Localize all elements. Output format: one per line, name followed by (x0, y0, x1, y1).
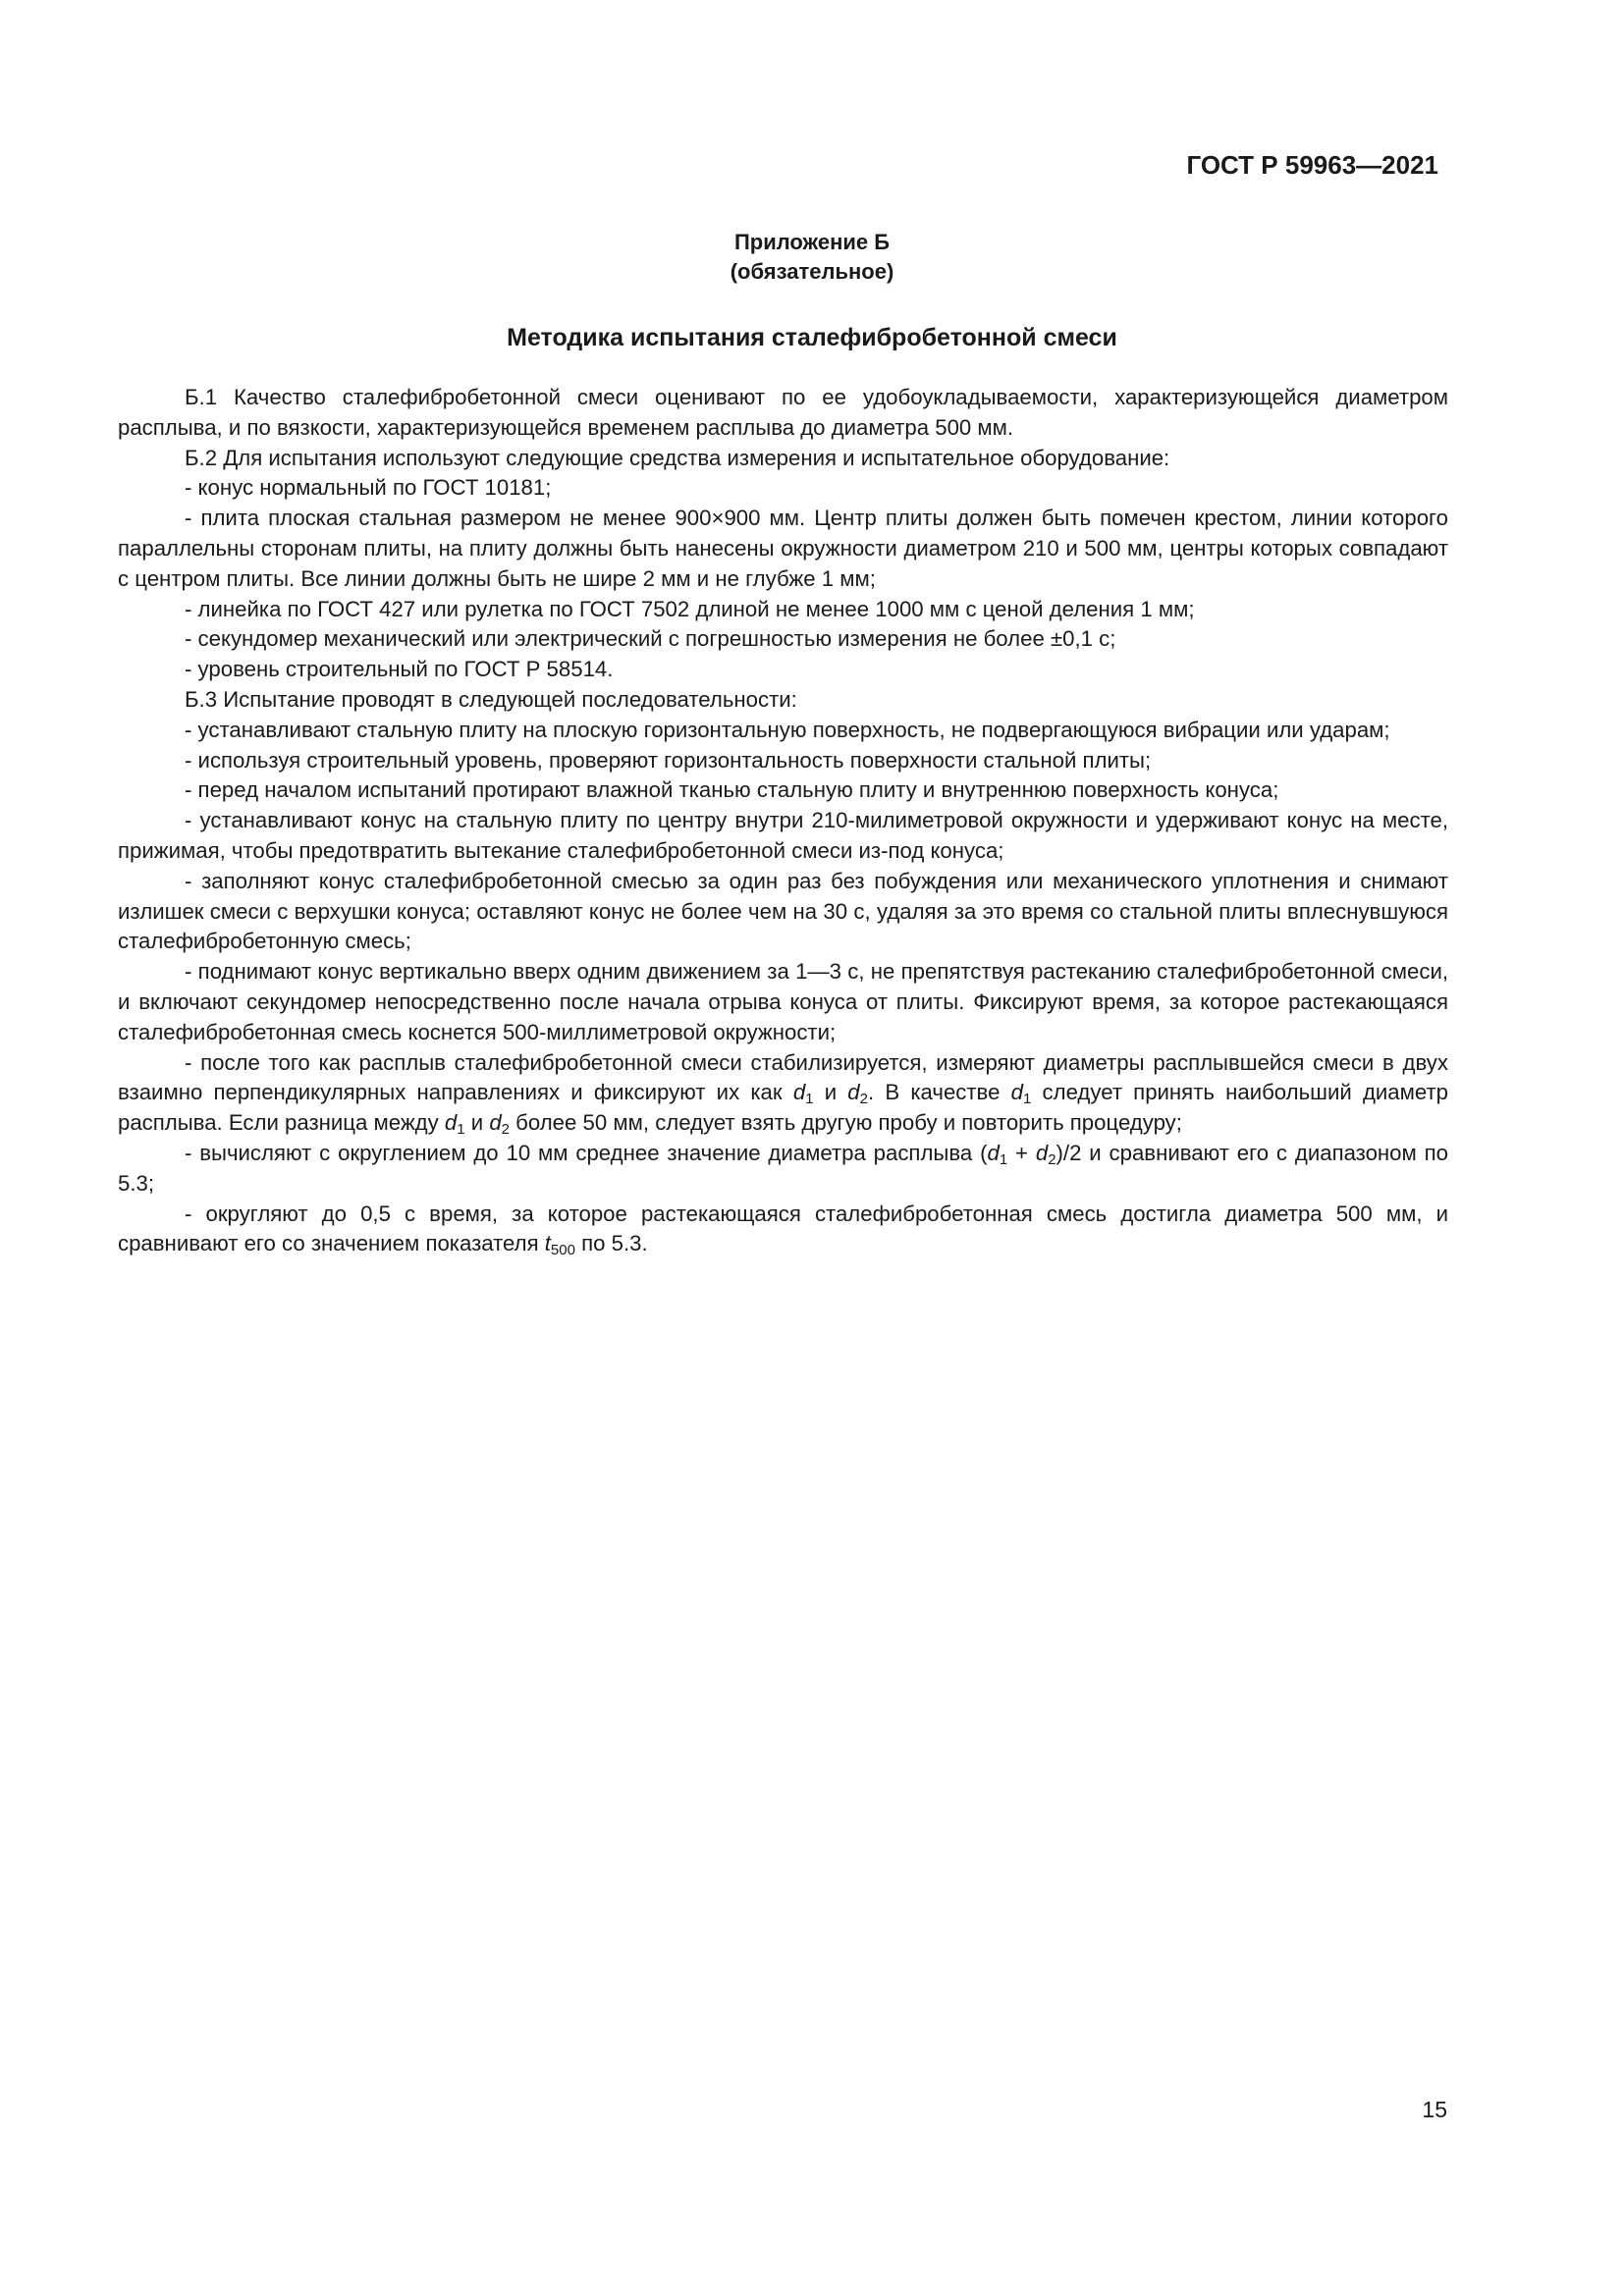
list-item: - округляют до 0,5 с время, за которое растекающаяся сталефибробетонная смесь достигла диаметра 500 мм, и сравнивают его со значением показателя $t_{500}$ по 5.3. (118, 1201, 1448, 1259)
list-item: - плита плоская стальная размером не менее 900×900 мм. Центр плиты должен быть помечен крестом, линии которого параллельны сторонам плиты, на плиту должны быть нанесены окружности диаметром 210 и 500 мм, центры которых совпадают с центром плиты. Все линии должны быть не шире 2 мм и не глубже 1 мм; (118, 506, 1448, 591)
variable: d (847, 1080, 860, 1105)
appendix-heading (0, 228, 1624, 287)
variable: d (489, 1110, 502, 1136)
list-item: - уровень строительный по ГОСТ Р 58514. (185, 657, 614, 682)
document-number: ГОСТ Р 59963—2021 (1186, 150, 1438, 180)
paragraph: Б.2 Для испытания используют следующие средства измерения и испытательное оборудование: (185, 445, 1170, 470)
subscript: 2 (501, 1121, 510, 1139)
list-item: - линейка по ГОСТ 427 или рулетка по ГОСТ 7502 длиной не менее 1000 мм с ценой деления 1 мм; (185, 596, 1195, 621)
subscript: 2 (859, 1091, 868, 1108)
section-title: Методика испытания сталефибробетонной смеси (507, 324, 1117, 351)
subscript: 2 (1048, 1150, 1056, 1168)
list-item: - после того как расплыв сталефибробетонной смеси стабилизируется, измеряют диаметры расплывшейся смеси в двух взаимно перпендикулярных направлениях и фиксируют их как $d_1$ и $d_2$. В качестве $d_1$ следует принять наибольший диаметр расплыва. Если разница между $d_1$ и $d_2$ более 50 мм, следует взять другую пробу и повторить процедуру; (118, 1049, 1448, 1139)
page-number: 15 (1422, 2097, 1447, 2122)
subscript: 1 (457, 1121, 465, 1139)
subscript: 1 (805, 1091, 814, 1108)
list-item: - секундомер механический или электрический с погрешностью измерения не более ±0,1 с; (185, 626, 1116, 652)
list-item: - вычисляют с округлением до 10 мм среднее значение диаметра расплыва $(d_1 + d_2)/2$ и сравнивают его с диапазоном по 5.3; (118, 1140, 1448, 1196)
subscript: 500 (550, 1242, 575, 1259)
variable: d (1035, 1140, 1049, 1165)
appendix-status: (обязательное) (730, 259, 894, 284)
variable: t (544, 1231, 551, 1256)
paragraph: Б.1 Качество сталефибробетонной смеси оценивают по ее удобоукладываемости, характеризующейся диаметром расплыва, и по вязкости, характеризующейся временем расплыва до диаметра 500 мм. (118, 385, 1448, 440)
list-item: - устанавливают стальную плиту на плоскую горизонтальную поверхность, не подвергающуюся вибрации или ударам; (185, 717, 1390, 742)
appendix-label: Приложение Б (733, 230, 891, 254)
list-item: - перед началом испытаний протирают влажной тканью стальную плиту и внутреннюю поверхность конуса; (185, 777, 1279, 803)
list-item: - поднимают конус вертикально вверх одним движением за 1—3 с, не препятствуя растеканию сталефибробетонной смеси, и включают секундомер непосредственно после начала отрыва конуса от плиты. Фиксируют время, за которое растекающаяся сталефибробетонная смесь коснется 500-миллиметровой окружности; (118, 959, 1448, 1044)
paragraph: Б.3 Испытание проводят в следующей последовательности: (185, 686, 797, 712)
subscript: 1 (1022, 1091, 1032, 1108)
variable: d (1010, 1080, 1023, 1105)
variable: d (792, 1080, 806, 1105)
variable: d (987, 1140, 1000, 1165)
list-item: - используя строительный уровень, проверяют горизонтальность поверхности стальной плиты; (185, 747, 1152, 773)
subscript: 1 (999, 1150, 1008, 1168)
list-item: - устанавливают конус на стальную плиту по центру внутри 210-милиметровой окружности и удерживают конус на месте, прижимая, чтобы предотвратить вытекание сталефибробетонной смеси из-под конуса; (118, 808, 1448, 863)
list-item: - заполняют конус сталефибробетонной смесью за один раз без побуждения или механического уплотнения и снимают излишек смеси с верхушки конуса; оставляют конус не более чем на 30 с, удаляя за это время со стальной плиты вплеснувшуюся сталефибробетонную смесь; (118, 868, 1448, 954)
variable: d (444, 1110, 458, 1136)
list-item: - конус нормальный по ГОСТ 10181; (185, 475, 552, 501)
document-body (118, 383, 1448, 1259)
